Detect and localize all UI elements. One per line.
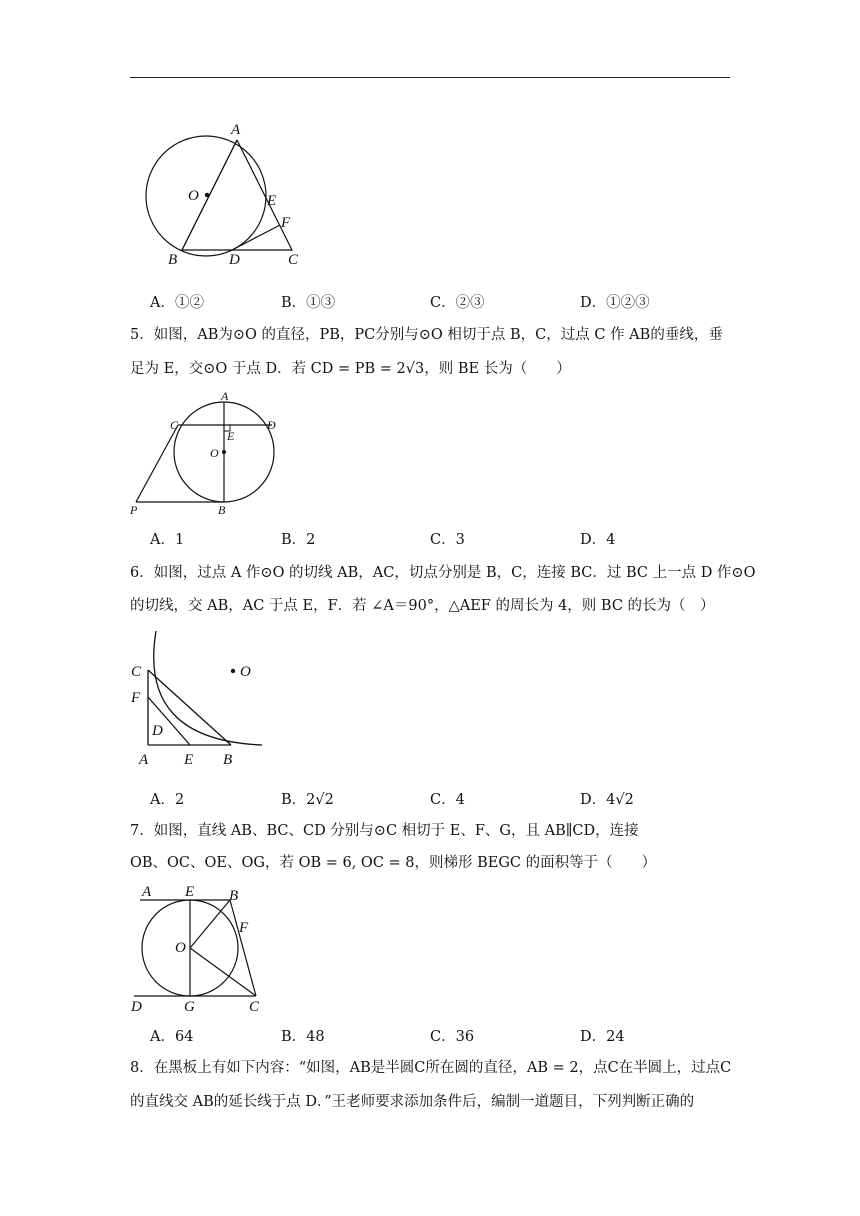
header-rule — [130, 77, 730, 78]
q7-text-line2: OB、OC、OE、OG，若 OB = 6, OC = 8，则梯形 BEGC 的面积等于（ ） — [130, 855, 657, 871]
q5-text-line1: 5．如图，AB为⊙O 的直径，PB，PC分别与⊙O 相切于点 B，C，过点 C 作 AB的垂线，垂 — [130, 327, 723, 343]
q6-label-a: A — [139, 752, 149, 768]
q6-label-o: O — [240, 664, 251, 680]
q5-label-a: A — [221, 389, 229, 403]
q7-label-o: O — [175, 940, 186, 956]
q7-option-b[interactable]: B．48 — [281, 1029, 325, 1045]
q7-option-d[interactable]: D．24 — [580, 1029, 625, 1045]
q4-label-o: O — [188, 188, 199, 204]
q7-options — [150, 1025, 750, 1045]
q4-label-a: A — [231, 122, 241, 138]
q6-label-b: B — [223, 752, 233, 768]
q4-label-e: E — [267, 193, 277, 209]
q7-option-a[interactable]: A．64 — [150, 1029, 194, 1045]
q7-label-c: C — [249, 999, 260, 1015]
q5-options — [150, 528, 750, 548]
q5-label-e: E — [227, 429, 235, 443]
q6-label-d: D — [152, 723, 163, 739]
q7-figure — [126, 880, 276, 1015]
q7-label-g: G — [184, 999, 195, 1015]
q5-figure — [126, 388, 286, 518]
q4-label-d: D — [229, 252, 240, 268]
q4-option-c[interactable]: C．②③ — [430, 295, 485, 311]
q6-label-e: E — [184, 752, 194, 768]
q5-option-a[interactable]: A．1 — [150, 532, 185, 548]
q6-option-d[interactable]: D．4√2 — [580, 792, 634, 808]
q5-label-c: C — [170, 418, 179, 432]
q4-label-c: C — [288, 252, 299, 268]
q4-option-a[interactable]: A．①② — [150, 295, 204, 311]
q7-option-c[interactable]: C．36 — [430, 1029, 475, 1045]
q7-label-e: E — [185, 884, 195, 900]
q6-option-a[interactable]: A．2 — [150, 792, 185, 808]
q7-text-line1: 7．如图，直线 AB、BC、CD 分别与⊙C 相切于 E、F、G，且 AB∥CD，连接 — [130, 823, 639, 839]
q5-option-c[interactable]: C．3 — [430, 532, 465, 548]
q6-options — [150, 788, 750, 808]
q4-option-d[interactable]: D．①②③ — [580, 295, 650, 311]
q8-text-line1: 8．在黑板上有如下内容：“如图，AB是半圆C所在圆的直径，AB = 2，点C在半圆上，过点C — [130, 1060, 732, 1076]
q7-label-d: D — [131, 999, 142, 1015]
q6-label-f: F — [131, 690, 141, 706]
q6-label-c: C — [131, 664, 142, 680]
q4-label-f: F — [281, 215, 291, 231]
q7-label-a: A — [142, 884, 152, 900]
q5-option-d[interactable]: D．4 — [580, 532, 616, 548]
q5-label-o: O — [210, 446, 219, 460]
q6-figure — [126, 625, 276, 770]
q6-option-b[interactable]: B．2√2 — [281, 792, 334, 808]
q5-label-d: D — [267, 418, 276, 432]
q5-label-b: B — [218, 503, 226, 517]
q4-option-b[interactable]: B．①③ — [281, 295, 336, 311]
q4-options — [150, 291, 750, 311]
q7-label-f: F — [239, 920, 249, 936]
q6-text-line2: 的切线，交 AB，AC 于点 E，F．若 ∠A＝90°，△AEF 的周长为 4，则 BC 的长为（ ） — [130, 598, 715, 614]
q5-text-line2: 足为 E，交⊙O 于点 D．若 CD = PB = 2√3，则 BE 长为（ ） — [130, 361, 571, 377]
q4-figure — [140, 118, 310, 270]
q8-text-line2: 的直线交 AB的延长线于点 D．”王老师要求添加条件后，编制一道题目，下列判断正确的 — [130, 1094, 695, 1110]
q6-option-c[interactable]: C．4 — [430, 792, 465, 808]
q7-label-b: B — [229, 888, 239, 904]
q5-option-b[interactable]: B．2 — [281, 532, 316, 548]
q5-label-p: P — [130, 503, 138, 517]
q4-label-b: B — [168, 252, 178, 268]
q6-text-line1: 6．如图，过点 A 作⊙O 的切线 AB，AC，切点分别是 B，C，连接 BC．过 BC 上一点 D 作⊙O — [130, 565, 756, 581]
